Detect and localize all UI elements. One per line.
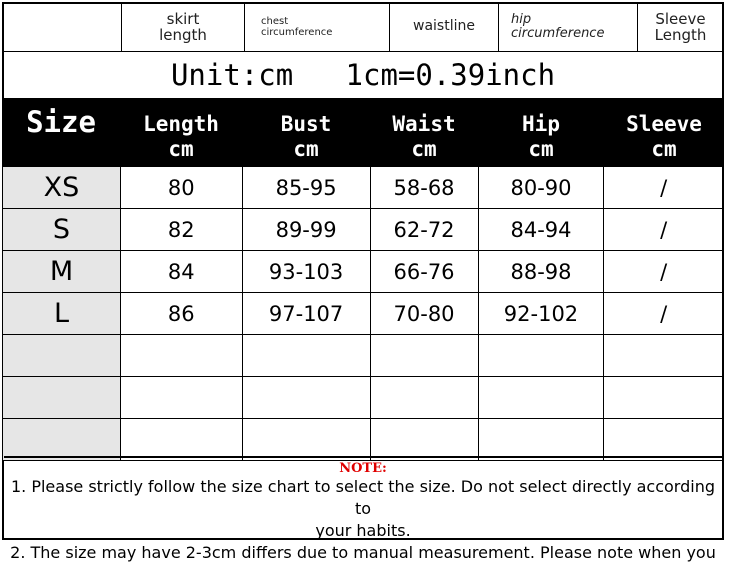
cell-length xyxy=(120,419,242,461)
table-row xyxy=(3,209,724,251)
note-title: NOTE: xyxy=(339,461,387,476)
note-line-1: 1. Please strictly follow the size chart to select the size. Do not select directly according to xyxy=(10,477,715,518)
cell-waist xyxy=(370,377,478,419)
cell-waist: 62-72 xyxy=(370,209,478,251)
cell-sleeve: / xyxy=(604,209,724,251)
cell-hip xyxy=(478,335,604,377)
cell-size: L xyxy=(3,293,121,335)
cell-hip: 92-102 xyxy=(478,293,604,335)
cell-waist: 70-80 xyxy=(370,293,478,335)
cell-sleeve xyxy=(604,335,724,377)
cell-sleeve xyxy=(604,419,724,461)
cell-hip xyxy=(478,377,604,419)
cell-size xyxy=(3,377,121,419)
cell-size xyxy=(3,419,121,461)
header-waist: Waist cm xyxy=(392,112,456,161)
sleeve-length-label: Sleeve Length xyxy=(638,3,724,52)
cell-size: S xyxy=(3,209,121,251)
blank-cell xyxy=(3,3,122,52)
cell-size xyxy=(3,335,121,377)
table-row xyxy=(3,377,724,419)
cell-bust xyxy=(242,335,370,377)
hip-circumference-label: hip circumference xyxy=(499,3,638,52)
note-section xyxy=(4,456,722,562)
cell-sleeve: / xyxy=(604,251,724,293)
header-size: Size xyxy=(26,105,96,139)
header-bust: Bust cm xyxy=(280,112,332,161)
header-sleeve: Sleeve cm xyxy=(626,112,702,161)
chest-circumference-label: chest circumference xyxy=(245,3,390,52)
note-line-3: 2. The size may have 2-3cm differs due to manual measurement. Please note when you xyxy=(10,543,716,562)
cell-waist: 58-68 xyxy=(370,167,478,209)
waistline-label: waistline xyxy=(390,3,499,52)
table-row xyxy=(3,335,724,377)
cell-bust: 85-95 xyxy=(242,167,370,209)
table-row xyxy=(3,419,724,461)
header-row xyxy=(2,98,724,166)
cell-bust: 89-99 xyxy=(242,209,370,251)
cell-bust xyxy=(242,419,370,461)
cell-sleeve: / xyxy=(604,167,724,209)
note-line-2: your habits. xyxy=(315,521,411,540)
cell-hip: 84-94 xyxy=(478,209,604,251)
size-table xyxy=(2,166,724,461)
cell-sleeve: / xyxy=(604,293,724,335)
skirt-length-label: skirt length xyxy=(122,3,245,52)
cell-length: 86 xyxy=(120,293,242,335)
cell-waist xyxy=(370,335,478,377)
cell-size: XS xyxy=(3,167,121,209)
cell-hip xyxy=(478,419,604,461)
table-row xyxy=(3,167,724,209)
cell-sleeve xyxy=(604,377,724,419)
cell-waist xyxy=(370,419,478,461)
cell-length: 84 xyxy=(120,251,242,293)
table-row xyxy=(3,251,724,293)
cell-bust: 97-107 xyxy=(242,293,370,335)
cell-size: M xyxy=(3,251,121,293)
header-length: Length cm xyxy=(143,112,219,161)
cell-bust: 93-103 xyxy=(242,251,370,293)
translation-row xyxy=(2,2,724,52)
cell-length: 82 xyxy=(120,209,242,251)
cell-length: 80 xyxy=(120,167,242,209)
cell-waist: 66-76 xyxy=(370,251,478,293)
cell-bust xyxy=(242,377,370,419)
cell-hip: 88-98 xyxy=(478,251,604,293)
cell-hip: 80-90 xyxy=(478,167,604,209)
table-row xyxy=(3,293,724,335)
cell-length xyxy=(120,377,242,419)
header-hip: Hip cm xyxy=(522,112,560,161)
unit-line: Unit:cm 1cm=0.39inch xyxy=(2,52,724,98)
cell-length xyxy=(120,335,242,377)
